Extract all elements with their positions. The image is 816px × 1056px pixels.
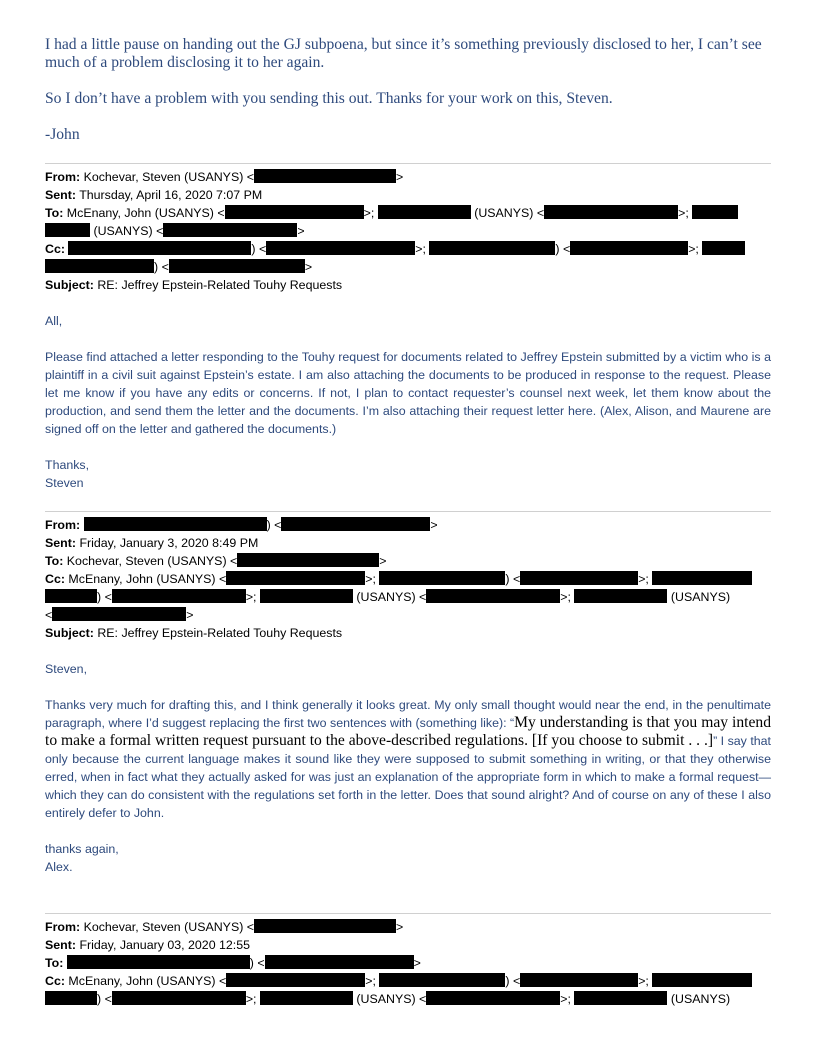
reply-signoff: -John [45,126,80,143]
sender-name: Alex. [45,860,73,874]
to-line-continued [45,222,771,240]
bracket: > [379,554,387,568]
separator: >; [245,992,257,1006]
subject-value: RE: Jeffrey Epstein-Related Touhy Requests [97,278,343,292]
separator-rule [45,511,771,512]
cc-label: Cc: [45,572,65,586]
cc-label: Cc: [45,974,65,988]
redaction-bar [45,223,90,237]
separator: ) < [266,518,282,532]
redaction-bar [67,955,250,969]
cc-name: McEnany, John (USANYS) < [68,974,227,988]
bracket: > [430,518,438,532]
separator: ) < [505,572,521,586]
body-text: ” I say that only because the current language makes it sound like they were supposed to submit something in writing, or that they otherwise erred, when in fact what they actually asked for was just an explanation of the appropriate form in which to make a formal request—which they can do consistent with the regulations set forth in the letter. Does that sound alright? And of course on any of these I also entirely defer to John. [45,734,771,820]
redaction-bar [84,517,267,531]
recipient-org: (USANYS) [670,590,731,604]
redaction-bar [45,589,97,603]
sent-line [45,534,771,552]
redaction-bar [260,991,353,1005]
to-line [45,204,771,222]
separator-rule [45,163,771,164]
redaction-bar [163,223,297,237]
redaction-bar [281,517,430,531]
to-label: To: [45,956,64,970]
redaction-bar [112,991,246,1005]
email-3-header [45,918,771,1008]
from-line [45,516,771,534]
redaction-bar [45,259,154,273]
subject-label: Subject: [45,626,94,640]
email-1-body [45,312,771,492]
redaction-bar [520,571,638,585]
redaction-bar [520,973,638,987]
sent-label: Sent: [45,188,76,202]
redaction-bar [226,973,365,987]
cc-line [45,240,771,258]
subject-line [45,276,771,294]
redaction-bar [237,553,379,567]
separator: ) < [97,992,112,1006]
to-label: To: [45,554,64,568]
redaction-bar [265,955,414,969]
bracket: > [297,224,305,238]
redaction-bar [225,205,364,219]
body-paragraph: Please find attached a letter responding to the Touhy request for documents related to Jeffrey Epstein submitted by a victim who is a plaintiff in a civil suit against Epstein’s estate. I am also attaching the documents to be produced in response to the request. Please let me know if you have any edits or concerns. If not, I plan to contact requester’s counsel next week, let them know about the production, and send them the letter and the documents. I’m also attaching their request letter here. (Alex, Alison, and Maurene are signed off on the letter and gathered the documents.) [45,350,771,436]
separator: >; [363,206,375,220]
cc-label: Cc: [45,242,65,256]
redaction-bar [52,607,186,621]
redaction-bar [266,241,415,255]
separator: ) < [154,260,169,274]
sender-name: Steven [45,476,84,490]
from-label: From: [45,920,81,934]
to-line [45,552,771,570]
separator: >; [245,590,257,604]
redaction-bar [226,571,365,585]
bracket: > [186,608,194,622]
greeting: All, [45,314,63,328]
sent-line [45,186,771,204]
sent-value: Friday, January 03, 2020 12:55 [79,938,251,952]
separator: ) < [555,242,571,256]
redaction-bar [378,205,471,219]
redaction-bar [169,259,305,273]
redaction-bar [692,205,738,219]
redaction-bar [112,589,246,603]
bracket: > [413,956,421,970]
email-2-body [45,660,771,876]
redaction-bar [429,241,555,255]
to-label: To: [45,206,64,220]
redaction-bar [652,571,752,585]
sent-value: Friday, January 3, 2020 8:49 PM [79,536,259,550]
separator-rule [45,913,771,914]
separator: ) < [251,242,267,256]
separator: ) < [249,956,265,970]
greeting: Steven, [45,662,88,676]
redaction-bar [652,973,752,987]
recipient-org: (USANYS) < [356,590,427,604]
separator: >; [638,974,649,988]
redaction-bar [426,589,560,603]
reply-paragraph-1: I had a little pause on handing out the GJ subpoena, but since it’s something previously disclosed to her, I can’t see much of a problem disclosing it to her again. [45,36,762,71]
redaction-bar [260,589,353,603]
redaction-bar [570,241,688,255]
from-line [45,168,771,186]
from-label: From: [45,518,81,532]
redaction-bar [379,571,505,585]
closing: Thanks, [45,458,90,472]
subject-value: RE: Jeffrey Epstein-Related Touhy Requests [97,626,343,640]
bracket: > [304,260,313,274]
body-paragraph [45,696,771,822]
cc-line-continued [45,606,771,624]
email-2-header [45,516,771,642]
bracket: > [396,170,404,184]
redaction-bar [574,589,667,603]
email-1-header [45,168,771,294]
cc-name: McEnany, John (USANYS) < [68,572,227,586]
cc-line-continued [45,990,771,1008]
redaction-bar [574,991,667,1005]
separator: >; [560,590,571,604]
redaction-bar [702,241,745,255]
cc-line [45,570,771,588]
sent-label: Sent: [45,938,76,952]
closing: thanks again, [45,842,119,856]
to-name: Kochevar, Steven (USANYS) < [66,554,238,568]
separator: ) < [97,590,112,604]
bracket: < [45,608,53,622]
separator: >; [678,206,689,220]
separator: ) < [505,974,521,988]
to-name: McEnany, John (USANYS) < [66,206,225,220]
redaction-bar [254,919,396,933]
redaction-bar [426,991,560,1005]
from-label: From: [45,170,81,184]
redaction-bar [544,205,678,219]
separator: >; [365,974,376,988]
bracket: > [396,920,404,934]
subject-label: Subject: [45,278,94,292]
recipient-org: (USANYS) < [93,224,164,238]
separator: >; [365,572,376,586]
separator: >; [415,242,426,256]
recipient-org: (USANYS) < [356,992,427,1006]
separator: >; [688,242,699,256]
from-name: Kochevar, Steven (USANYS) < [83,920,255,934]
redaction-bar [379,973,505,987]
separator: >; [560,992,571,1006]
redaction-bar [254,169,396,183]
redaction-bar [68,241,251,255]
cc-line-continued [45,258,771,276]
reply-message [45,36,771,144]
quoted-text: My understanding is that you may intend to make a formal written request pursuant to the above-described regulations. [If you choose to submit . . .] [45,714,771,749]
sent-label: Sent: [45,536,76,550]
document-page [45,36,771,1008]
subject-line [45,624,771,642]
cc-line [45,972,771,990]
from-line [45,918,771,936]
separator: >; [638,572,649,586]
body-text: Thanks very much for drafting this, and I think generally it looks great. My only small thought would near the end, in the penultimate paragraph, where I’d suggest replacing the first two sentences with (something like): “ [45,698,771,730]
sent-line [45,936,771,954]
reply-paragraph-2: So I don’t have a problem with you sending this out. Thanks for your work on this, Steven. [45,90,613,107]
recipient-org: (USANYS) [670,992,731,1006]
to-line [45,954,771,972]
cc-line-continued [45,588,771,606]
redaction-bar [45,991,97,1005]
recipient-org: (USANYS) < [474,206,545,220]
from-name: Kochevar, Steven (USANYS) < [83,170,255,184]
sent-value: Thursday, April 16, 2020 7:07 PM [79,188,263,202]
